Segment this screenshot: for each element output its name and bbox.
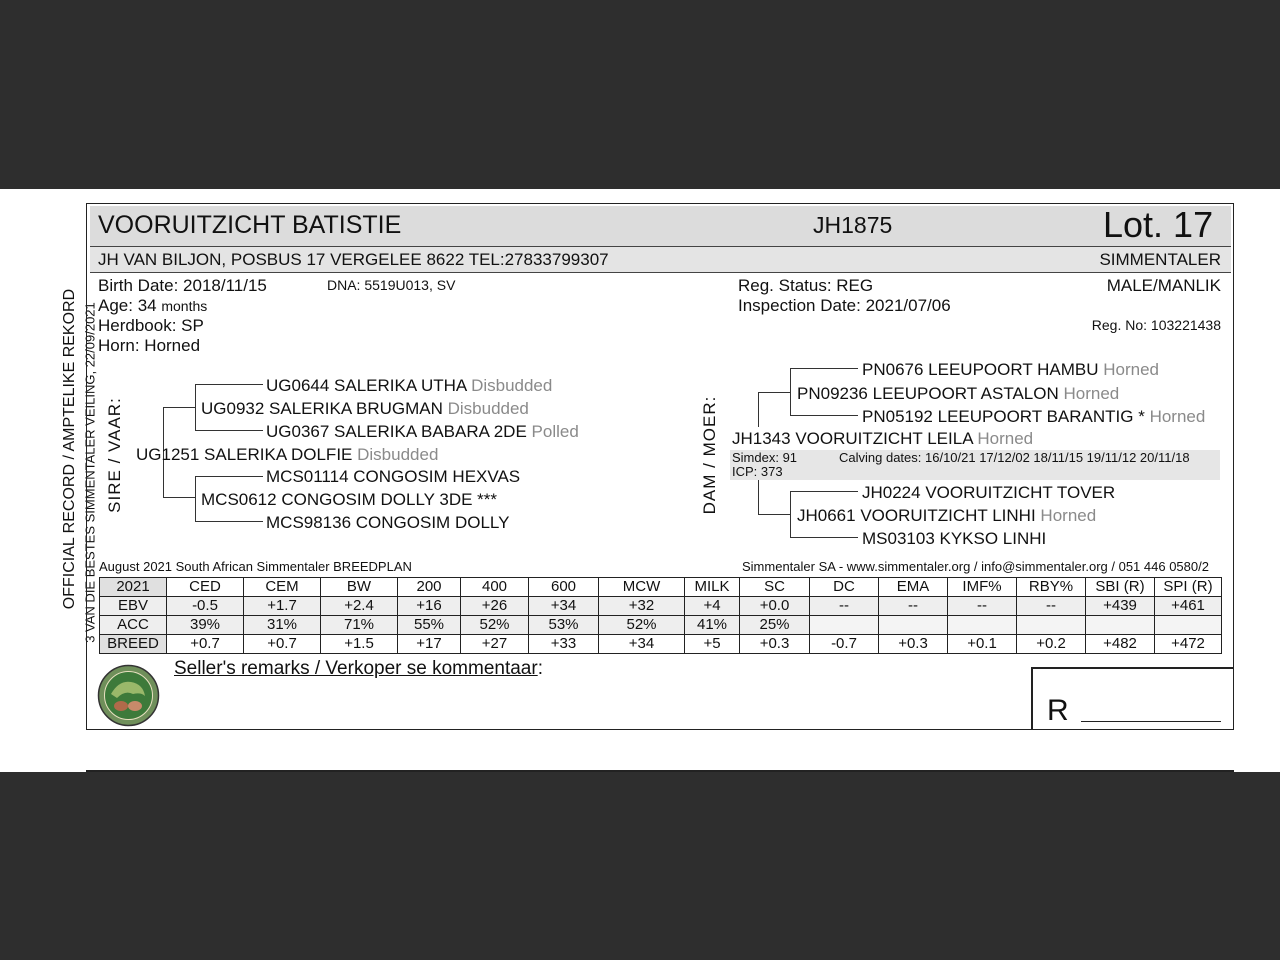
herdbook: Herdbook: SP	[98, 316, 204, 335]
sire-sire-dam: UG0367 SALERIKA BABARA 2DE Polled	[266, 422, 579, 441]
ebv-header-cell: MCW	[599, 578, 685, 597]
price-input-line[interactable]	[1081, 721, 1221, 722]
ebv-cell: +4	[685, 597, 740, 616]
inspection-date: Inspection Date: 2021/07/06	[738, 296, 951, 315]
seller-remarks-label: Seller's remarks / Verkoper se kommentaar:	[174, 658, 543, 679]
calving-dates: Calving dates: 16/10/21 17/12/02 18/11/15 19/11/12 20/11/18	[839, 450, 1190, 465]
ebv-cell: +2.4	[321, 597, 398, 616]
dna-info: DNA: 5519U013, SV	[327, 277, 456, 293]
animal-name: VOORUITZICHT BATISTIE	[98, 211, 402, 239]
registration-number: Reg. No: 103221438	[1091, 317, 1221, 333]
sire-sire: UG0932 SALERIKA BRUGMAN Disbudded	[201, 399, 529, 418]
ebv-header-cell: MILK	[685, 578, 740, 597]
reg-status: Reg. Status: REG	[738, 276, 874, 295]
sire-label: SIRE / VAAR:	[105, 397, 124, 513]
sire-sire-sire: UG0644 SALERIKA UTHA Disbudded	[266, 376, 553, 395]
ebv-table-row	[100, 616, 1222, 635]
animal-reg-code: JH1875	[813, 212, 893, 238]
ebv-cell: +1.5	[321, 635, 398, 654]
ebv-cell: +34	[529, 597, 599, 616]
horn-status: Horn: Horned	[98, 336, 201, 355]
ebv-cell: +26	[461, 597, 529, 616]
ebv-header-cell: 2021	[100, 578, 167, 597]
ebv-cell: +1.7	[244, 597, 321, 616]
ebv-cell: +0.7	[167, 635, 244, 654]
ebv-header-cell: CEM	[244, 578, 321, 597]
ebv-header-cell: DC	[810, 578, 879, 597]
ebv-header-cell: 400	[461, 578, 529, 597]
ebv-cell: 31%	[244, 616, 321, 635]
ebv-table	[99, 577, 1222, 654]
simdex: Simdex: 91	[732, 450, 798, 465]
ebv-cell: +17	[398, 635, 461, 654]
sire-dam-dam: MCS98136 CONGOSIM DOLLY	[266, 513, 510, 532]
ebv-cell: 55%	[398, 616, 461, 635]
ebv-cell: +0.7	[244, 635, 321, 654]
ebv-cell: 39%	[167, 616, 244, 635]
ebv-cell: +461	[1155, 597, 1222, 616]
ebv-cell: 41%	[685, 616, 740, 635]
lot-number: Lot. 17	[1103, 204, 1214, 245]
age-unit: months	[161, 298, 208, 314]
ebv-cell	[1155, 616, 1222, 635]
ebv-header-cell: 200	[398, 578, 461, 597]
ebv-cell: +5	[685, 635, 740, 654]
ebv-cell	[948, 616, 1017, 635]
ebv-cell: +27	[461, 635, 529, 654]
ebv-table-row	[100, 597, 1222, 616]
ebv-cell: --	[810, 597, 879, 616]
ebv-cell: 25%	[740, 616, 810, 635]
ebv-cell: +439	[1086, 597, 1155, 616]
contact-info: Simmentaler SA - www.simmentaler.org / info@simmentaler.org / 051 446 0580/2	[742, 559, 1209, 574]
ebv-cell: +34	[599, 635, 685, 654]
ebv-cell	[810, 616, 879, 635]
breedplan-label: August 2021 South African Simmentaler BREEDPLAN	[99, 559, 412, 574]
ebv-cell: 52%	[461, 616, 529, 635]
ebv-cell: +0.3	[740, 635, 810, 654]
ebv-cell: -0.5	[167, 597, 244, 616]
dam-sire-dam: PN05192 LEEUPOORT BARANTIG * Horned	[862, 407, 1206, 426]
ebv-header-cell: SBI (R)	[1086, 578, 1155, 597]
simmentaler-logo	[97, 664, 160, 727]
ebv-cell: 52%	[599, 616, 685, 635]
dam-label: DAM / MOER:	[700, 395, 719, 515]
owner-info: JH VAN BILJON, POSBUS 17 VERGELEE 8622 TEL:27833799307	[98, 250, 609, 269]
bottom-rule	[86, 770, 1234, 772]
ebv-cell: -0.7	[810, 635, 879, 654]
ebv-table-row	[100, 635, 1222, 654]
currency-symbol: R	[1047, 694, 1069, 727]
dam-sire-sire: PN0676 LEEUPOORT HAMBU Horned	[862, 360, 1160, 379]
ebv-cell: EBV	[100, 597, 167, 616]
side-text	[40, 270, 98, 650]
ebv-cell: +0.1	[948, 635, 1017, 654]
ebv-cell: +472	[1155, 635, 1222, 654]
ebv-cell: BREED	[100, 635, 167, 654]
ebv-table-row	[100, 578, 1222, 597]
official-record-label: OFFICIAL RECORD / AMPTELIKE REKORD	[61, 288, 78, 610]
ebv-header-cell: 600	[529, 578, 599, 597]
ebv-cell: 53%	[529, 616, 599, 635]
ebv-cell: +0.2	[1017, 635, 1086, 654]
ebv-cell: ACC	[100, 616, 167, 635]
dam-dam: JH0661 VOORUITZICHT LINHI Horned	[797, 506, 1097, 525]
ebv-header-cell: IMF%	[948, 578, 1017, 597]
ebv-cell: --	[948, 597, 1017, 616]
ebv-cell: 71%	[321, 616, 398, 635]
ebv-cell: +32	[599, 597, 685, 616]
ebv-cell: +0.0	[740, 597, 810, 616]
ebv-header-cell: BW	[321, 578, 398, 597]
ebv-cell: +16	[398, 597, 461, 616]
ebv-cell: +33	[529, 635, 599, 654]
sire-dam-sire: MCS01114 CONGOSIM HEXVAS	[266, 467, 521, 486]
dam-dam-sire: JH0224 VOORUITZICHT TOVER	[862, 483, 1116, 502]
sex: MALE/MANLIK	[1106, 276, 1221, 295]
ebv-cell: --	[1017, 597, 1086, 616]
age: Age: 34 months	[98, 296, 208, 315]
ebv-header-cell: CED	[167, 578, 244, 597]
ebv-cell	[879, 616, 948, 635]
ebv-header-cell: SPI (R)	[1155, 578, 1222, 597]
icp: ICP: 373	[732, 464, 783, 479]
ebv-cell: +0.3	[879, 635, 948, 654]
dam-sire: PN09236 LEEUPOORT ASTALON Horned	[797, 384, 1120, 403]
ebv-cell: --	[879, 597, 948, 616]
ebv-cell	[1086, 616, 1155, 635]
ebv-header-cell: RBY%	[1017, 578, 1086, 597]
dam-name: JH1343 VOORUITZICHT LEILA Horned	[732, 429, 1034, 448]
birth-date: Birth Date: 2018/11/15	[98, 276, 267, 295]
breed-name: SIMMENTALER	[1099, 250, 1221, 269]
ebv-cell	[1017, 616, 1086, 635]
ebv-header-cell: EMA	[879, 578, 948, 597]
sire-dam: MCS0612 CONGOSIM DOLLY 3DE ***	[201, 490, 498, 509]
ebv-cell: +482	[1086, 635, 1155, 654]
sire-name: UG1251 SALERIKA DOLFIE Disbudded	[136, 445, 439, 464]
auction-label: 3 VAN DIE BESTES SIMMENTALER VEILING, 22/09/2021	[82, 302, 98, 643]
dam-dam-dam: MS03103 KYKSO LINHI	[862, 529, 1047, 548]
ebv-header-cell: SC	[740, 578, 810, 597]
